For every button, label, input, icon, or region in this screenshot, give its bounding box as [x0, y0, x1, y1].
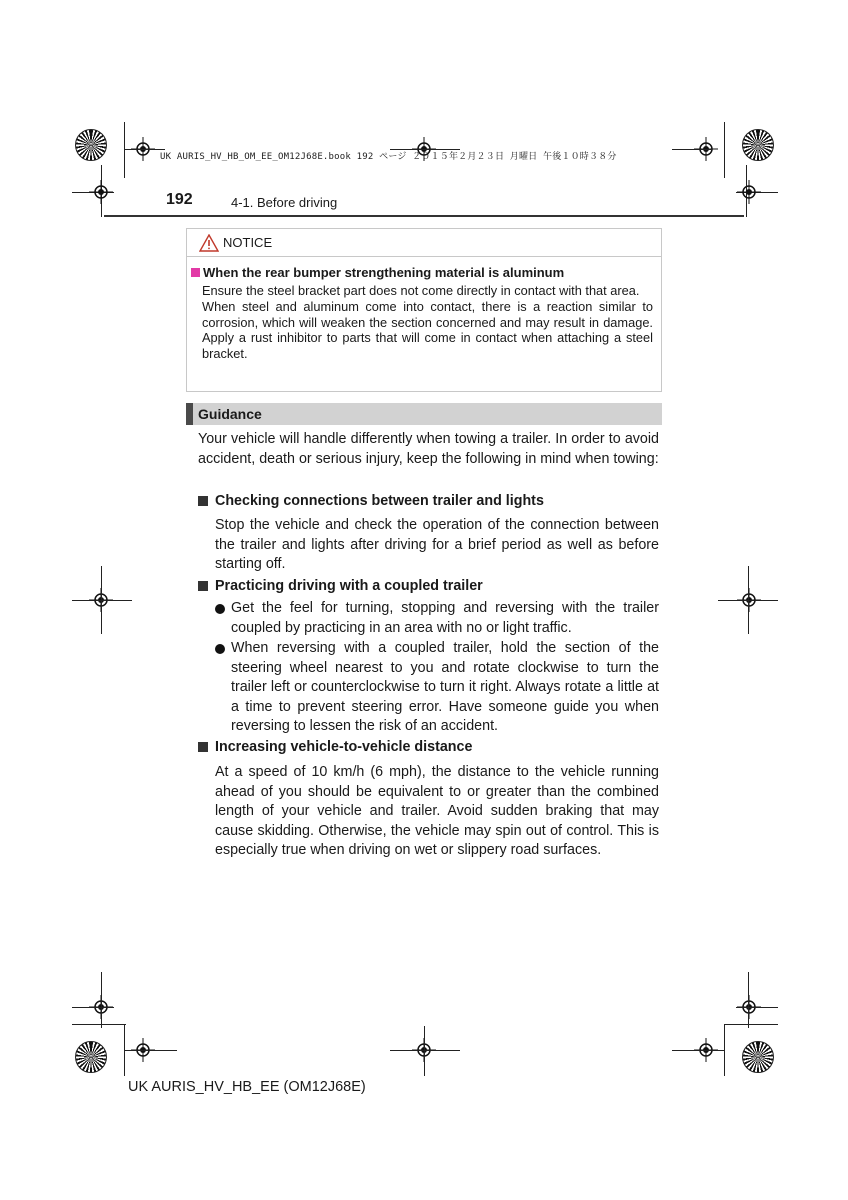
item-heading-connections: Checking connections between trailer and lights [198, 493, 544, 509]
notice-subtitle: When the rear bumper strengthening material is aluminum [191, 265, 653, 280]
notice-box [186, 228, 662, 392]
guidance-intro: Your vehicle will handle differently when towing a trailer. In order to avoid accident, death or serious injury, keep the following in mind when towing: [198, 431, 659, 467]
square-bullet-icon [198, 742, 208, 752]
color-target-icon [75, 1041, 107, 1073]
list-item: When reversing with a coupled trailer, hold the section of the steering wheel nearest to you and rotate clockwise to turn the trailer left or counterclockwise to turn it right. Always rotate a little at a time to prevent steering error. Have someone guide you when reversing to lessen the risk of an accident. [215, 639, 659, 737]
item-text-distance: At a speed of 10 km/h (6 mph), the distance to the vehicle running ahead of you should be equivalent to or greater than the combined length of your vehicle and trailer. Avoid sudden braking that may cause skidding. Otherwise, the vehicle may spin out of control. This is especially true when driving on wet or slippery road surfaces. [215, 764, 659, 859]
square-bullet-icon [198, 581, 208, 591]
square-bullet-icon [198, 496, 208, 506]
color-target-icon [742, 129, 774, 161]
notice-text: Ensure the steel bracket part does not come directly in contact with that area. [202, 283, 640, 298]
page-number: 192 [166, 191, 193, 208]
registration-mark-icon [89, 180, 113, 204]
round-bullet-icon [215, 644, 225, 654]
print-slug: UK AURIS_HV_HB_OM_EE_OM12J68E.book 192 ページ ２０１５年２月２３日 月曜日 午後１０時３８分 [160, 152, 617, 162]
item-heading-practicing: Practicing driving with a coupled trailer [198, 578, 483, 594]
guidance-heading: Guidance [186, 403, 662, 425]
notice-text-2: When steel and aluminum come into contact, there is a reaction similar to corrosion, which will weaken the section concerned and may result in damage. Apply a rust inhibitor to parts that will come in contact when attaching a steel bracket. [202, 298, 653, 362]
footer-model-code: UK AURIS_HV_HB_EE (OM12J68E) [128, 1079, 366, 1095]
notice-body [187, 257, 661, 362]
notice-header [187, 229, 661, 257]
section-title: 4-1. Before driving [231, 195, 338, 210]
header-rule [104, 215, 744, 217]
pink-square-icon [191, 268, 200, 277]
color-target-icon [75, 129, 107, 161]
color-target-icon [742, 1041, 774, 1073]
list-item: Get the feel for turning, stopping and reversing with the trailer coupled by practicing in an area with no or light traffic. [215, 599, 659, 638]
warning-triangle-icon [199, 234, 219, 252]
item-text-connections: Stop the vehicle and check the operation of the connection between the trailer and lights after driving for a brief period as well as before starting off. [215, 517, 659, 573]
notice-label: NOTICE [223, 235, 273, 250]
registration-mark-icon [737, 180, 761, 204]
round-bullet-icon [215, 604, 225, 614]
item-heading-distance: Increasing vehicle-to-vehicle distance [198, 739, 472, 755]
